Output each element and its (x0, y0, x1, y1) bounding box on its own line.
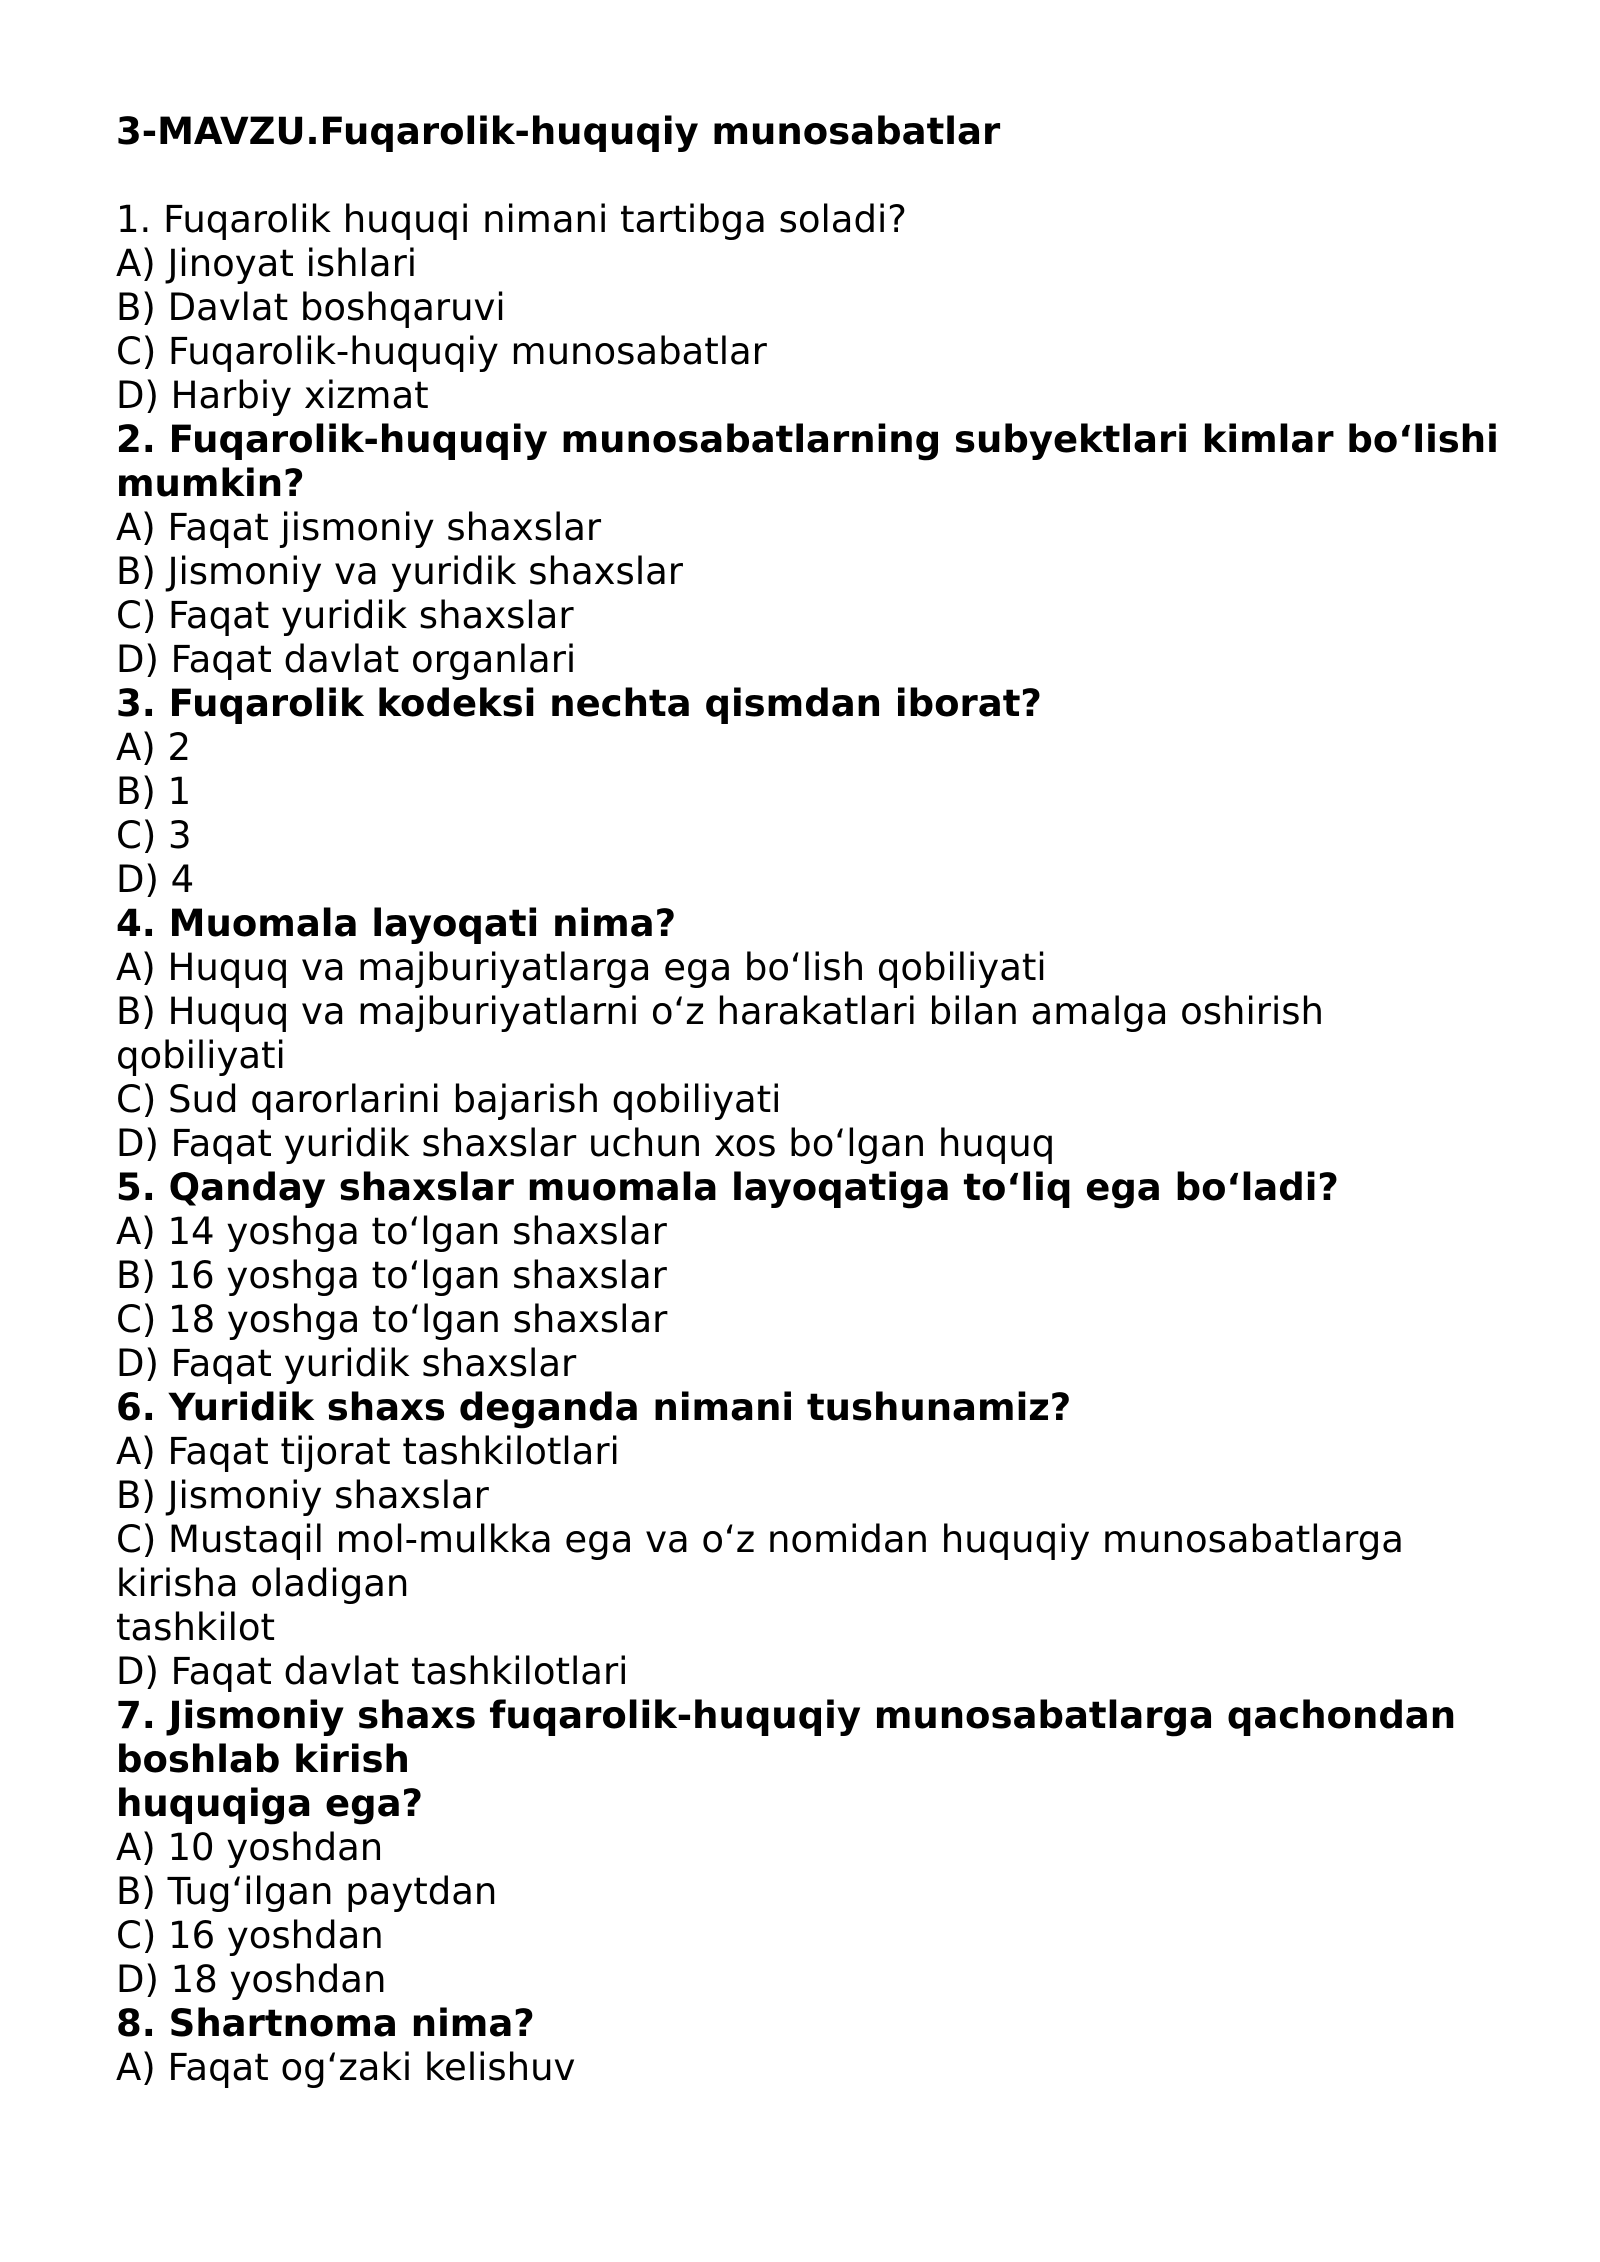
answer-line: B) Tug‘ilgan paytdan (116, 1870, 498, 1913)
answer-line: A) 14 yoshga to‘lgan shaxslar (116, 1210, 667, 1253)
document-page (116, 110, 1536, 2090)
answer-line: D) Faqat yuridik shaxslar (116, 1342, 577, 1385)
answer-line: B) Huquq va majburiyatlarni o‘z harakatlari bilan amalga oshirish (116, 990, 1325, 1033)
answer-line: A) Huquq va majburiyatlarga ega bo‘lish qobiliyati (116, 946, 1047, 989)
answer-line: D) 4 (116, 858, 195, 901)
answer-line: C) 18 yoshga to‘lgan shaxslar (116, 1298, 668, 1341)
answer-line: C) Mustaqil mol-mulkka ega va o‘z nomidan huquqiy munosabatlarga (116, 1518, 1404, 1561)
answer-line: C) 3 (116, 814, 192, 857)
question-line: 6. Yuridik shaxs deganda nimani tushunamiz? (116, 1386, 1072, 1429)
question-line: boshlab kirish (116, 1738, 410, 1781)
answer-line: C) Fuqarolik-huquqiy munosabatlar (116, 330, 767, 373)
answer-line: A) 2 (116, 726, 192, 769)
answer-line: B) Davlat boshqaruvi (116, 286, 506, 329)
question-line: 4. Muomala layoqati nima? (116, 902, 677, 945)
question-list (116, 198, 1536, 2090)
answer-line: B) Jismoniy va yuridik shaxslar (116, 550, 683, 593)
answer-line: qobiliyati (116, 1034, 286, 1077)
question-line: huquqiga ega? (116, 1782, 424, 1825)
answer-line: D) Faqat yuridik shaxslar uchun xos bo‘lgan huquq (116, 1122, 1056, 1165)
question-line: mumkin? (116, 462, 305, 505)
answer-line: C) Sud qarorlarini bajarish qobiliyati (116, 1078, 782, 1121)
answer-line: B) Jismoniy shaxslar (116, 1474, 489, 1517)
answer-line: kirisha oladigan (116, 1562, 410, 1605)
answer-line: A) Faqat og‘zaki kelishuv (116, 2046, 576, 2089)
answer-line: C) 16 yoshdan (116, 1914, 384, 1957)
question-line: 3. Fuqarolik kodeksi nechta qismdan iborat? (116, 682, 1042, 725)
answer-line: D) Faqat davlat organlari (116, 638, 577, 681)
answer-line: A) Faqat jismoniy shaxslar (116, 506, 602, 549)
answer-line: D) Faqat davlat tashkilotlari (116, 1650, 629, 1693)
answer-line: tashkilot (116, 1606, 276, 1649)
answer-line: A) Jinoyat ishlari (116, 242, 418, 285)
answer-line: D) 18 yoshdan (116, 1958, 387, 2001)
answer-line: 1. Fuqarolik huquqi nimani tartibga soladi? (116, 198, 907, 241)
answer-line: C) Faqat yuridik shaxslar (116, 594, 574, 637)
page-title: 3-MAVZU.Fuqarolik-huquqiy munosabatlar (116, 110, 1001, 153)
answer-line: D) Harbiy xizmat (116, 374, 429, 417)
answer-line: A) Faqat tijorat tashkilotlari (116, 1430, 620, 1473)
answer-line: B) 1 (116, 770, 192, 813)
answer-line: B) 16 yoshga to‘lgan shaxslar (116, 1254, 667, 1297)
question-line: 2. Fuqarolik-huquqiy munosabatlarning subyektlari kimlar bo‘lishi (116, 418, 1499, 461)
question-line: 7. Jismoniy shaxs fuqarolik-huquqiy munosabatlarga qachondan (116, 1694, 1457, 1737)
question-line: 8. Shartnoma nima? (116, 2002, 535, 2045)
question-line: 5. Qanday shaxslar muomala layoqatiga to‘liq ega bo‘ladi? (116, 1166, 1339, 1209)
answer-line: A) 10 yoshdan (116, 1826, 384, 1869)
